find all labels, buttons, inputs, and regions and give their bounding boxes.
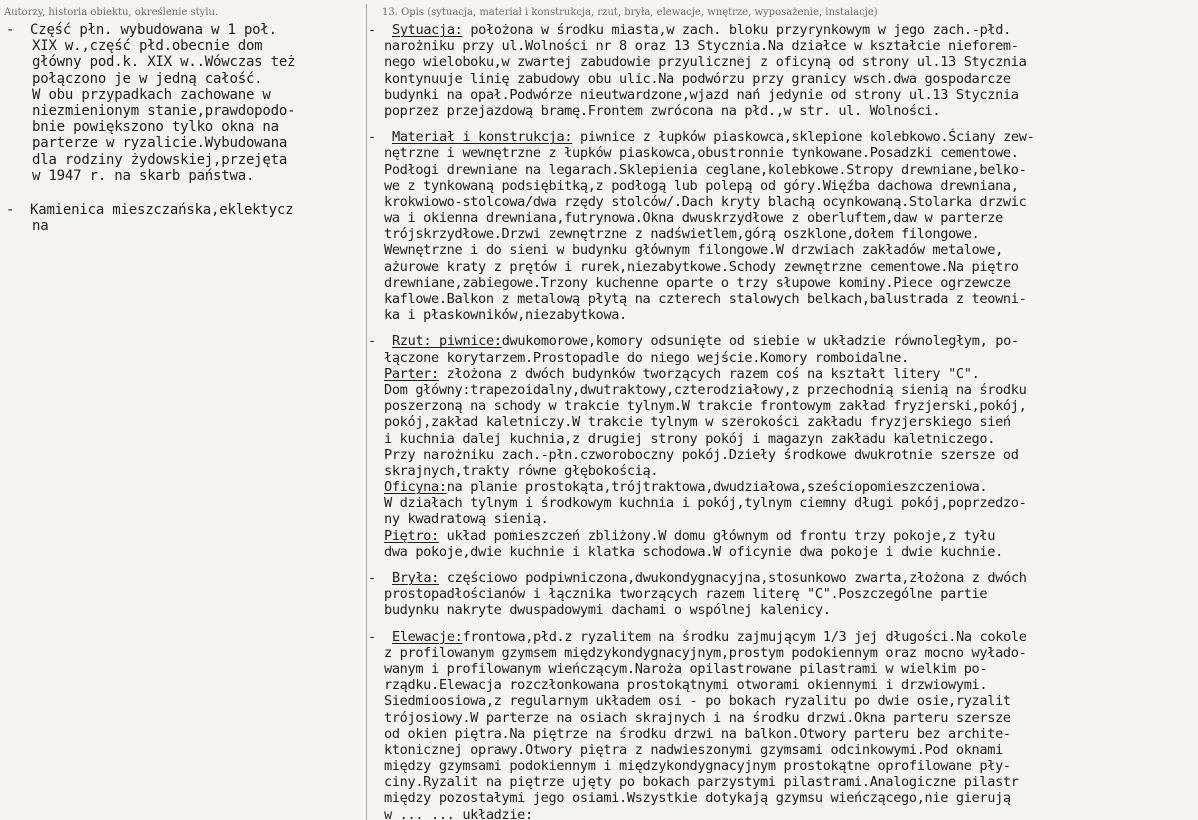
history-line: niezmienionym stanie,prawdopodo- [32,102,296,119]
left-column-header: Autorzy, historia obiektu, określenie stylu. [4,7,219,18]
column-divider [366,4,367,820]
section-line: budynki na opał.Podwórze nieutwardzone,wjazd nań jedynie od strony ul.13 Stycznia [384,86,1019,103]
section-text: na planie prostokąta,trójtraktowa,dwudziałowa,sześciopomieszczeniowa. [446,479,988,496]
history-column [6,22,362,234]
section-line: ktonicznej oprawy.Otwory piętra z nadwieszonymi gzymsami odcinkowymi.Pod oknami [384,741,1003,758]
style-line: Kamienica mieszczańska,eklektycz [30,201,294,218]
section-line: między pozostałymi jego osiami.Wszystkie dotykają gzymsu wieńczącego,nie gierują [384,790,1011,807]
section-line: ny kwadratową sienią. [384,511,549,528]
section-line: poszerzoną na schody w trakcie tylnym.W trakcie frontowym zakład fryzjerski,pokój, [384,398,1027,415]
history-line: połączono je w jedną całość. [32,70,263,87]
section-text: piwnice z łupków piaskowca,sklepione kolebkowo.Ściany zew- [572,129,1035,146]
section-line: Dom główny:trapezoidalny,dwutraktowy,czterodziałowy,z przechodnią sienią na środku [384,381,1027,398]
section-line: krokwiowo-stolcowa/dwa rzędy stolców/.Dach kryty blachą ocynkowaną.Stolarka drzwic [384,193,1027,210]
history-line: dla rodziny żydowskiej,przejęta [32,151,288,168]
section-line: nętrzne i wewnętrzne z łupków piaskowca,obustronnie tynkowane.Posadzki cementowe. [384,145,1019,162]
section-line: trójskrzydłowe.Drzwi zewnętrzne z nadświetlem,górą oszklone,dołem filongowe. [384,226,980,243]
bullet-dash: - [368,333,376,350]
section-text: dwukomorowe,komory odsunięte od siebie w układzie równoległym, po- [501,333,1019,350]
bullet-dash: - [368,22,376,38]
bullet-dash: - [6,22,15,38]
section-line: Siedmioosiowa,z regularnym układem osi - po bokach ryzalitu po dwie osie,ryzalit [384,693,1011,710]
section-text: złożona z dwóch budynków tworzących razem coś na kształt litery "C". [438,365,980,382]
section-line: we z tynkowaną podsiębitką,z podłogą lub polepą od góry.Więźba dachowa drewniana, [384,177,1019,194]
section-line: między gzymsami podokiennym i międzykondygnacyjnym prostokątne oprofilowane pły- [384,758,1011,775]
section-elewacje [368,629,1196,820]
right-column-header: 13. Opis (sytuacja, materiał i konstrukcja, rzut, bryła, elewacje, wnętrze, wyposażenie, instalacje) [382,7,878,18]
section-line: W działach tylnym i środkowym kuchnia i pokój,tylnym ciemny długi pokój,poprzedzo- [384,495,1027,512]
section-sytuacja [368,22,1196,119]
section-label: Sytuacja: [392,22,463,38]
bullet-dash: - [6,201,15,218]
section-line: narożniku przy ul.Wolności nr 8 oraz 13 Stycznia.Na działce w kształcie nieforem- [384,38,1019,55]
section-line: Podłogi drewniane na legarach.Sklepienia ceglane,kolebkowe.Stropy drewniane,belko- [384,161,1027,178]
section-text: frontowa,płd.z ryzalitem na środku zajmującym 1/3 jej długości.Na cokole [462,628,1027,645]
section-line: i kuchnia dalej kuchnia,z drugiej strony pokój i magazyn zakładu kaletniczego. [384,430,996,447]
section-line: rządku.Elewacja rozczłonkowana prostokątnymi otworami okiennymi i drzwiowymi. [384,677,988,694]
bullet-dash: - [368,129,376,146]
section-label: Rzut: piwnice: [392,333,502,350]
section-material [368,129,1196,323]
section-bryla [368,570,1196,619]
section-line: budynku nakryte dwuspadowymi dachami o wspólnej kalenicy. [384,602,831,619]
history-line: Część płn. wybudowana w 1 poł. [30,22,277,38]
section-line: ażurowe kraty z prętów i rurek,niezabytkowe.Schody zewnętrzne cementowe.Na piętro [384,258,1019,275]
section-line: pokój,zakład kaletniczy.W trakcie tylnym w szerokości zakładu fryzjerskiego sień [384,414,1011,431]
section-line: z profilowanym gzymsem międzykondygnacyjnym,prostym podokiennym oraz mocno wyłado- [384,644,1027,661]
section-line: wanym i profilowanym wieńczącym.Naroża opilastrowane pilastrami w wielkim po- [384,660,988,677]
section-line: łączone korytarzem.Prostopadle do niego wejście.Komory romboidalne. [384,349,909,366]
section-text: układ pomieszczeń zbliżony.W domu głównym od frontu trzy pokoje,z tyłu [438,527,996,544]
subsection-label: Parter: [384,365,439,382]
section-line: poprzez przejazdową bramę.Frontem zwrócona na płd.,w str. ul. Wolności. [384,102,941,119]
history-line: XIX w.,część płd.obecnie dom [32,38,263,55]
history-line: parterze w ryzalicie.Wybudowana [32,135,288,152]
history-line: W obu przypadkach zachowane w [32,86,271,103]
subsection-label: Oficyna: [384,479,447,496]
section-label: Bryła: [392,570,440,586]
history-line: w 1947 r. na skarb państwa. [32,167,255,184]
section-line: Wewnętrzne i do sieni w budynku głównym filongowe.W drzwiach zakładów metalowe, [384,242,1003,259]
history-paragraph [6,22,362,184]
section-label: Elewacje: [392,628,463,645]
section-line: ka i płaskowników,niezabytkowa. [384,307,627,324]
section-line: dwa pokoje,dwie kuchnie i klatka schodowa.W oficynie dwa pokoje i dwie kuchnie. [384,543,1003,560]
section-line: skrajnych,trakty równe głębokością. [384,462,659,479]
section-text: położona w środku miasta,w zach. bloku przyrynkowym w jego zach.-płd. [462,22,1011,38]
section-line: wa i okienna drewniana,futrynowa.Okna dwuskrzydłowe z oberluftem,daw w parterze [384,210,1003,227]
bullet-dash: - [368,628,376,645]
section-line: kaflowe.Balkon z metalową płytą na czterech stalowych belkach,balustrada z teowni- [384,291,1027,307]
section-line: trójosiowy.W parterze na osiach skrajnych i na środku drzwi.Okna parteru szersze [384,709,1011,726]
section-line: od okien piętra.Na piętrze na środku drzwi na balkon.Otwory parteru bez archite- [384,725,1011,742]
style-line: na [32,218,49,235]
history-line: bnie powiększono tylko okna na [32,119,279,136]
bullet-dash: - [368,570,376,586]
section-line: nego wieloboku,w zwartej zabudowie przyulicznej z oficyną od strony ul.13 Stycznia [384,54,1027,71]
section-line: Przy narożniku zach.-płn.czworoboczny pokój.Dzieły środkowe dwukrotnie szersze od [384,446,1019,463]
style-paragraph [6,202,362,234]
section-line: ciny.Ryzalit na piętrze ujęty po bokach parzystymi pilastrami.Analogiczne pilastr [384,774,1019,791]
section-line: prostopadłościanów i łącznika tworzących razem literę "C".Poszczególne partie [384,586,988,603]
history-line: główny pod.k. XIX w..Wówczas też [32,54,296,71]
section-line: w ... ... układzie: [384,806,533,820]
description-column [368,22,1196,820]
subsection-label: Piętro: [384,527,439,544]
section-label: Materiał i konstrukcja: [392,129,573,146]
section-line: drewniane,zabiegowe.Trzony kuchenne oparte o trzy słupowe kominy.Piece ogrzewcze [384,274,1011,291]
section-text: częściowo podpiwniczona,dwukondygnacyjna,stosunkowo zwarta,złożona z dwóch [439,570,1027,586]
section-rzut [368,333,1196,560]
section-line: kontynuuje linię zabudowy obu ulic.Na podwórzu przy granicy wsch.dwa gospodarcze [384,70,1011,87]
